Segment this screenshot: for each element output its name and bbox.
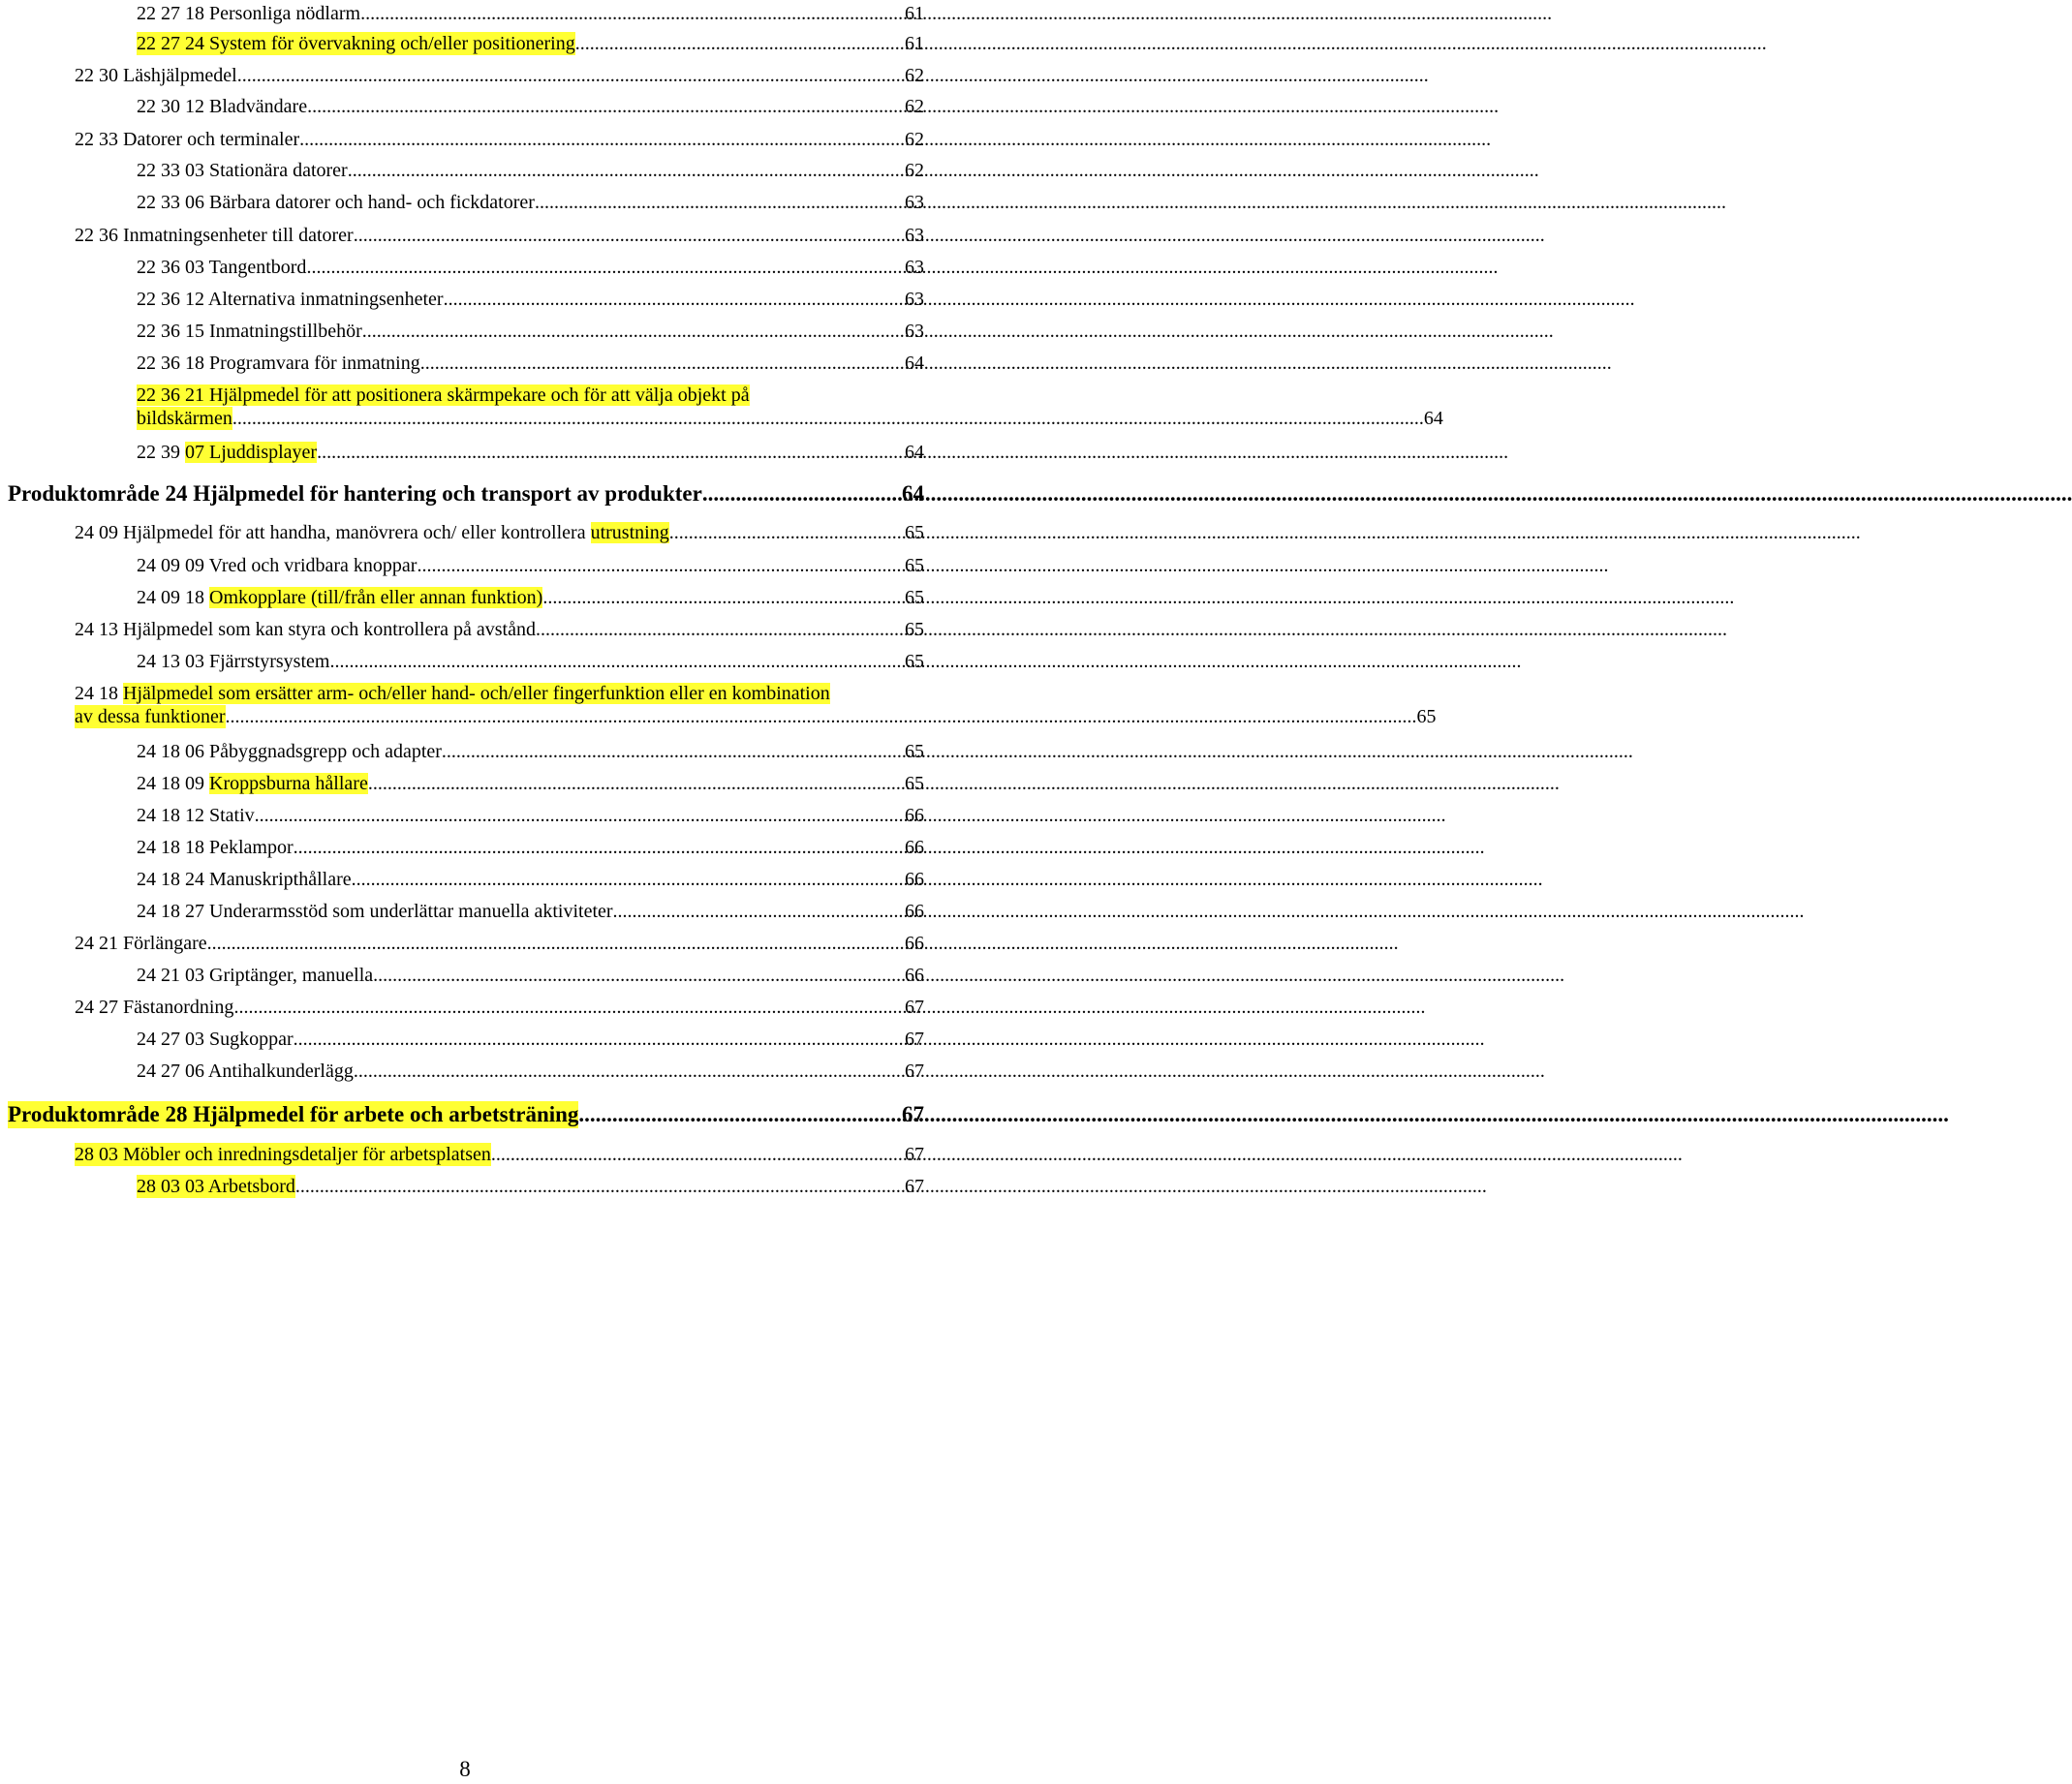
toc-entry[interactable]: 24 18 Hjälpmedel som ersätter arm- och/eller hand- och/eller fingerfunktion eller en kombination av dessa funktioner ..... 65 — [75, 682, 924, 728]
toc-entry[interactable]: 22 33 Datorer och terminaler ..... 62 — [75, 128, 924, 151]
highlighted-text: Omkopplare (till/från eller annan funktion) — [209, 587, 543, 608]
toc-entry[interactable]: 24 21 Förlängare ..... 66 — [75, 932, 924, 955]
toc-section-heading[interactable]: Produktområde 28 Hjälpmedel för arbete och arbetsträning ..... 67 — [8, 1101, 924, 1128]
highlighted-text: av dessa funktioner — [75, 706, 226, 727]
toc-entry[interactable]: 24 27 03 Sugkoppar ..... 67 — [137, 1028, 924, 1051]
highlighted-text: utrustning — [590, 522, 669, 543]
toc-entry[interactable]: 24 18 09 Kroppsburna hållare ..... 65 — [137, 772, 924, 795]
highlighted-text: 07 Ljuddisplayer — [185, 442, 318, 463]
toc-entry[interactable]: 24 21 03 Griptänger, manuella ..... 66 — [137, 964, 924, 987]
highlighted-text: bildskärmen — [137, 408, 232, 429]
toc-entry[interactable]: 22 36 15 Inmatningstillbehör ..... 63 — [137, 320, 924, 343]
highlighted-text: 22 27 24 System för övervakning och/eller positionering — [137, 33, 575, 54]
toc-entry[interactable]: 24 27 06 Antihalkunderlägg ..... 67 — [137, 1060, 924, 1083]
toc-entry[interactable]: 22 33 06 Bärbara datorer och hand- och fickdatorer ..... 63 — [137, 191, 924, 214]
toc-entry[interactable]: 22 36 12 Alternativa inmatningsenheter ..... 63 — [137, 288, 924, 311]
toc-entry[interactable]: 28 03 03 Arbetsbord ..... 67 — [137, 1175, 924, 1198]
highlighted-text: Kroppsburna hållare — [209, 773, 368, 794]
toc-entry[interactable]: 24 18 27 Underarmsstöd som underlättar manuella aktiviteter ..... 66 — [137, 900, 924, 923]
toc-entry[interactable]: 24 18 24 Manuskripthållare ..... 66 — [137, 868, 924, 891]
toc-entry[interactable]: 22 39 07 Ljuddisplayer ..... 64 — [137, 441, 924, 464]
toc-entry[interactable]: 24 13 Hjälpmedel som kan styra och kontrollera på avstånd ..... 65 — [75, 618, 924, 641]
highlighted-text: 22 36 21 Hjälpmedel för att positionera skärmpekare och för att välja objekt på — [137, 384, 750, 406]
toc-entry[interactable]: 22 36 18 Programvara för inmatning ..... 64 — [137, 352, 924, 375]
toc-entry[interactable]: 22 36 03 Tangentbord ..... 63 — [137, 256, 924, 279]
highlighted-text: 28 03 03 Arbetsbord — [137, 1176, 295, 1197]
highlighted-text: Produktområde 28 Hjälpmedel för arbete och arbetsträning — [8, 1102, 579, 1126]
toc-entry[interactable]: 22 30 12 Bladvändare ..... 62 — [137, 95, 924, 118]
toc-entry[interactable]: 22 27 18 Personliga nödlarm ..... 61 — [137, 2, 924, 25]
toc-entry[interactable]: 22 27 24 System för övervakning och/eller positionering ..... 61 — [137, 32, 924, 55]
toc-entry[interactable]: 24 13 03 Fjärrstyrsystem ..... 65 — [137, 650, 924, 673]
toc-entry[interactable]: 22 33 03 Stationära datorer ..... 62 — [137, 159, 924, 182]
toc-entry[interactable]: 24 27 Fästanordning ..... 67 — [75, 996, 924, 1019]
toc-entry[interactable]: 28 03 Möbler och inredningsdetaljer för arbetsplatsen ..... 67 — [75, 1143, 924, 1166]
toc-section-heading[interactable]: Produktområde 24 Hjälpmedel för hantering och transport av produkter ..... 64 — [8, 480, 924, 508]
toc-entry[interactable]: 22 36 21 Hjälpmedel för att positionera skärmpekare och för att välja objekt på bildskärmen ..... 64 — [137, 384, 924, 430]
toc-entry[interactable]: 22 36 Inmatningsenheter till datorer ..... 63 — [75, 224, 924, 247]
highlighted-text: 28 03 Möbler och inredningsdetaljer för arbetsplatsen — [75, 1144, 491, 1165]
page-number: 8 — [459, 1757, 471, 1781]
toc-entry[interactable]: 24 09 09 Vred och vridbara knoppar ..... 65 — [137, 554, 924, 577]
toc-entry[interactable]: 24 18 06 Påbyggnadsgrepp och adapter ..... 65 — [137, 740, 924, 763]
toc-entry[interactable]: 22 30 Läshjälpmedel ..... 62 — [75, 64, 924, 87]
toc-entry[interactable]: 24 09 18 Omkopplare (till/från eller annan funktion) ..... 65 — [137, 586, 924, 609]
toc-entry[interactable]: 24 09 Hjälpmedel för att handha, manövrera och/ eller kontrollera utrustning ..... 65 — [75, 521, 924, 544]
toc-entry[interactable]: 24 18 12 Stativ ..... 66 — [137, 804, 924, 827]
toc-entry[interactable]: 24 18 18 Peklampor ..... 66 — [137, 836, 924, 859]
highlighted-text: Hjälpmedel som ersätter arm- och/eller hand- och/eller fingerfunktion eller en kombination — [123, 683, 830, 704]
